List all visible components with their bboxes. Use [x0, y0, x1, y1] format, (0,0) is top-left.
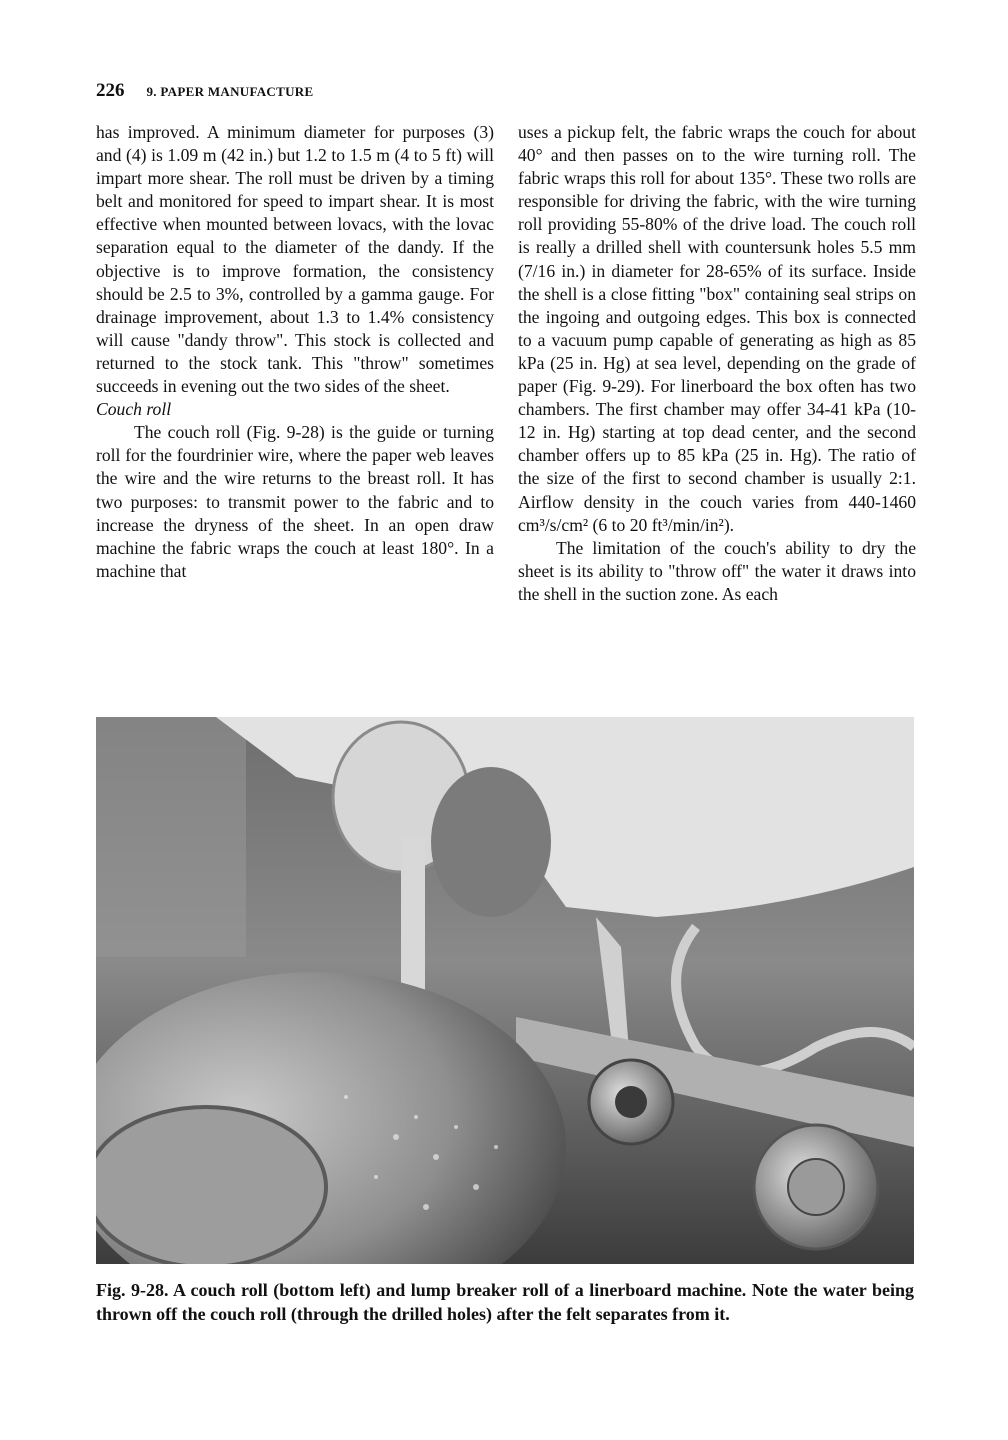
- left-paragraph-1: has improved. A minimum diameter for purposes (3) and (4) is 1.09 m (42 in.) but 1.2 to 1.5 m (4 to 5 ft) will impart more shear. The roll must be driven by a timing belt and monitored for speed to impart shear. It is most effective when mounted between lovacs, with the lovac separation equal to the diameter of the dandy. If the objective is to improve formation, the consistency should be 2.5 to 3%, controlled by a gamma gauge. For drainage improvement, about 1.3 to 1.4% consistency will cause "dandy throw". This stock is collected and returned to the stock tank. This "throw" sometimes succeeds in evening out the two sides of the sheet.: [96, 122, 494, 397]
- housing-opening: [431, 767, 551, 917]
- right-paragraph-2: The limitation of the couch's ability to dry the sheet is its ability to "throw off" the water it draws into the shell in the suction zone. As each: [518, 537, 916, 604]
- mist-area: [96, 717, 246, 957]
- lump-breaker-hub: [788, 1159, 844, 1215]
- section-title: Couch roll: [96, 399, 172, 420]
- couch-roll-photo-illustration: [96, 717, 914, 1264]
- figure-photo: [96, 717, 914, 1264]
- page-number: 226: [96, 80, 125, 101]
- figure-caption: Fig. 9-28. A couch roll (bottom left) and lump breaker roll of a linerboard machine. Note the water being thrown off the couch roll (through the drilled holes) after the felt separates from it.: [96, 1280, 914, 1324]
- couch-roll-end: [96, 1107, 326, 1264]
- page-header: [96, 80, 313, 102]
- bearing-center: [615, 1086, 647, 1118]
- right-paragraph-1: uses a pickup felt, the fabric wraps the couch for about 40° and then passes on to the wire turning roll. The fabric wraps this roll for about 135°. These two rolls are responsible for driving the fabric, with the wire turning roll providing 55-80% of the drive load. The couch roll is really a drilled shell with countersunk holes 5.5 mm (7/16 in.) in diameter for 28-65% of its surface. Inside the shell is a close fitting "box" containing seal strips on the ingoing and outgoing edges. This box is connected to a vacuum pump capable of generating as high as 85 kPa (25 in. Hg) at sea level, depending on the grade of paper (Fig. 9-29). For linerboard the box often has two chambers. The first chamber may offer 34-41 kPa (10-12 in. Hg) starting at top dead center, and the second chamber offers up to 85 kPa (25 in. Hg). The ratio of the size of the first to second chamber is usually 2:1. Airflow density in the couch varies from 440-1460 cm³/s/cm² (6 to 20 ft³/min/in²).: [518, 122, 916, 535]
- left-paragraph-2: The couch roll (Fig. 9-28) is the guide or turning roll for the fourdrinier wire, where the paper web leaves the wire and the wire returns to the breast roll. It has two purposes: to transmit power to the fabric and to increase the dryness of the sheet. In an open draw machine the fabric wraps the couch at least 180°. In a machine that: [96, 422, 494, 581]
- right-column: [518, 121, 916, 606]
- left-column: [96, 121, 494, 583]
- running-head: 9. PAPER MANUFACTURE: [146, 84, 314, 99]
